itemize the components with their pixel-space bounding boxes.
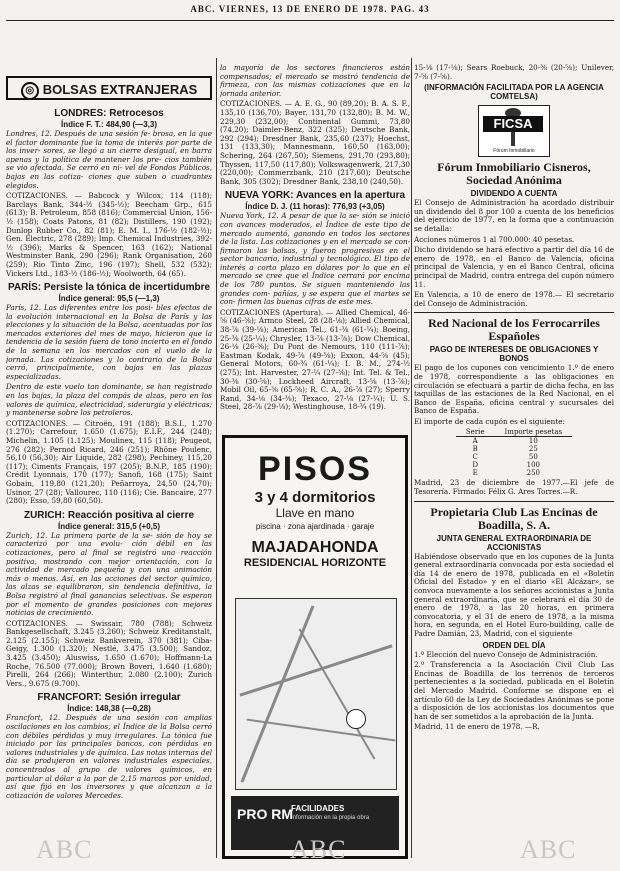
forum-title: Fórum Inmobiliario Cisneros, Sociedad Anónima: [437, 160, 591, 188]
paris-quotes: COTIZACIONES. — Citroën, 191 (188); B.S.I., 1.270 (1.270); Carrefour, 1.650 (1.675); E.I.F., 244 (248); Michelin, 1.105 (1.125); Moulinex, 115 (118); Peugeot, 276 (282); Pernod Ricard, 246 (251); Rhône Poulenc, 56,10 (56,30); Air Liquide, 282 (298); Pechiney, 115,20 (117); Ciments Français, 197 (205); B.N.P., 185 (190); Crédit Lyonnais, 170 (177); Sanofi, 168 (175); Saint Gobain, 119,80 (121,20); Peñarroya, 24,50 (24,70); Usinor, 27 (28); Vallourec, 110 (116); Cie. Bancaire, 277 (280); Esso, 59,80 (60,50).: [6, 418, 212, 506]
francfort-title: FRANCFORT: Sesión irregular: [37, 692, 181, 704]
ad-headline: PISOS: [258, 450, 372, 488]
map-marker-icon: [346, 709, 366, 729]
watermark: ABC: [520, 835, 577, 864]
ad-logo: PRO RM: [237, 806, 293, 822]
table-row: [456, 469, 572, 477]
map-road: [247, 719, 396, 742]
francfort-text: Francfort, 12. Después de una sesión con amplias oscilaciones en los cambios, el Índice de la Bolsa cerró con débiles pérdidas y muy irregulares. La tónica fue iniciado por las principales bancos, con pérdidas en valores industriales y de química. Las notas internas del día se produjeron en valores industriales especiales, concentrados al grupo de valores químicos, en particular al dólar a la par de 2,15 marcos por unidad, así que fijó en los inversores y que alcanzan a la cotización de valores Mercedes.: [6, 713, 212, 800]
zurich-block: [6, 510, 212, 689]
paris-block: [6, 282, 212, 506]
club-text-3: 2.º Transferencia a la Asociación Civil Club Las Encinas de Boadilla de los terrenos de terceros pertenecientes a la sociedad, publicada en el Boletín del Mercado Madrid. Conforme se dispone en el artículo 60 de la Ley de Sociedades Anónimas se pone a disposición de los accionistas los documentos que han de ser sometidos a la aprobación de la Junta.: [414, 660, 614, 721]
section-banner: [6, 76, 212, 100]
ad-amenities: piscina · zona ajardinada · garaje: [255, 522, 375, 531]
tree-trunk: [511, 132, 515, 146]
table-header: Serie: [456, 428, 495, 437]
francfort-quotes: COTIZACIONES. — A. E. G., 90 (89,20); B. A. S. F., 135,10 (136,70); Bayer, 131,70 (132,80); B. M. W., 229,30 (232,00); Continental Gummi, 73,80 (74,20); Daimler-Benz, 322 (325); Deutsche Bank, 292 (294); Dresdner Bank, 235,60 (237); Hoechst, 131 (133,30); Mannesmann, 160,50 (163,00); Schering, 264 (267,50); Siemens, 291,70 (293,80); Thyssen, 117,50 (117,80); Volkswagenwerk, 217,30 (220,00); Commerzbank, 210 (217,60); Deutsche Bank, 305 (302); Dresdner Bank, 238,10 (240,50).: [220, 99, 410, 186]
ny-quotes-continued: 15-⅛ (17-⅛); Sears Roebuck, 20-⅜ (20-⅝); Unilever, 7-⅝ (7-⅝).: [414, 64, 614, 81]
table-cell: 10: [528, 437, 538, 446]
club-title: Propietaria Club Las Encinas de Boadilla, S. A.: [430, 504, 598, 532]
londres-title: LONDRES: Retrocesos: [54, 108, 164, 119]
banner-text: BOLSAS EXTRANJERAS: [42, 82, 198, 97]
forum-notice: [414, 161, 614, 308]
londres-block: [6, 108, 212, 278]
table-row: [456, 437, 572, 446]
paris-text-2: Dentro de este vuelo tan dominante, se han registrado en las bajas, la plaza del compás de alzas, pero en los valores de química, electricidad, siderurgia y eléctricas; y mantenerse sobre los petroleros.: [6, 382, 212, 418]
watermark: ABC: [36, 835, 93, 864]
table-row: [456, 445, 572, 453]
zurich-text: Zurich, 12. La primera parte de la se- sión de hoy se caracterizó por una evolu- ción débil en las cotizaciones, pero al final se registró una reacción positiva, mostrando con mejor orientación, con la actividad de mercado pequeña y con una animación más o menos. Así, en las acciones del sector químico, las alzas se equilibraron, sin tendencia definitiva, la Bolsa registró al final ganancias selectivas. Se esperan por el momento de grandes posiciones con mejores noticias de crecimiento.: [6, 530, 212, 618]
renfe-text: El pago de los cupones con vencimiento 1.º de enero de 1978, correspondiente a las obligaciones en circulación se efectuará a partir de dicha fecha, en las taquillas de las estaciones de la Red Nacional, en el Banco de España, oficina central y sucursales del Banco de España.: [414, 363, 614, 416]
ad-town: MAJADAHONDA: [251, 539, 379, 556]
map-road: [241, 605, 315, 782]
ny-index: Índice D. J. (11 horas): 776,93 (+3,05): [245, 202, 385, 212]
table-cell: 100: [526, 461, 541, 470]
paris-index: Índice general: 95,5 (—1,3): [58, 294, 160, 304]
table-cell: B: [472, 445, 478, 454]
column-divider: [216, 58, 217, 858]
club-subtitle: JUNTA GENERAL EXTRAORDINARIA DE ACCIONISTAS: [436, 533, 592, 552]
header-rule: [6, 20, 614, 21]
forum-text: El Consejo de Administración ha acordado distribuir un dividendo del 8 por 100 a cuenta de los beneficios del ejercicio de 1977, en la forma que a continuación se detalla:: [414, 198, 614, 233]
map-road: [239, 644, 392, 696]
londres-text: Londres, 12. Después de una sesión fe- brosa, en la que el factor dominante fue la toma de interés por parte de los inver- sores, se llegó a un cierre desigual, en barra apenas y la política de mantener los pre- cios también se vio afectada. Se cerró en ni- vel de Fondos Públicos, bajas en las cotiza- ciones que suben o cuadrantes elegidos.: [6, 129, 212, 190]
forum-text-4: En Valencia, a 10 de enero de 1978.— El secretario del Consejo de Administración.: [414, 290, 614, 308]
forum-subtitle: DIVIDENDO A CUENTA: [470, 189, 558, 199]
forum-text-2: Acciones números 1 al 700.000: 40 pesetas.: [414, 234, 575, 244]
francfort-continued: la mayoría de los sectores financieros están compensados; el mercado se mostró tendencia de firmeza, con las mismas cotizaciones que en la jornada anterior.: [220, 64, 410, 98]
ny-block: [220, 190, 410, 412]
source-note: (INFORMACIÓN FACILITADA POR LA AGENCIA COMTELSA): [424, 83, 604, 102]
zurich-title: ZURICH: Reacción positiva al cierre: [23, 509, 195, 521]
page-header: ABC. VIERNES, 13 DE ENERO DE 1978. PAG. 43: [190, 4, 430, 14]
renfe-text-2: El importe de cada cupón es el siguiente:: [414, 416, 565, 426]
table-cell: D: [472, 461, 479, 470]
watermark: ABC: [290, 835, 347, 864]
club-orden: ORDEN DEL DÍA: [482, 640, 546, 650]
column-2: [220, 64, 410, 432]
coupon-table: [456, 428, 572, 477]
table-row: [456, 453, 572, 461]
table-cell: C: [472, 453, 478, 462]
ad-facilidades: FACILIDADES: [291, 804, 345, 813]
ny-title: NUEVA YORK: Avances en la apertura: [224, 190, 406, 202]
renfe-signature: Madrid, 23 de diciembre de 1977.—El jefe de Tesorería. Firmado: Félix G. Ares Torres.—R.: [414, 478, 614, 497]
map-road: [299, 629, 376, 760]
divider: [414, 312, 614, 313]
renfe-notice: [414, 317, 614, 496]
table-header: Importe pesetas: [495, 428, 573, 437]
table-cell: 50: [528, 453, 538, 462]
renfe-title: Red Nacional de los Ferrocarriles Españoles: [428, 316, 600, 344]
renfe-subtitle: PAGO DE INTERESES DE OBLIGACIONES Y BONOS: [429, 345, 599, 364]
londres-quotes: COTIZACIONES. — Babcock y Wilcox, 114 (118); Barclays Bank, 344-½ (345-½); Beecham Grp., 615 (613); B. Petroleum, 858 (816); Commercial Union, 156-½ (158); Coats Patons, 81 (82); Distillers, 190 (192); Dunlop Rubber Co., 82 (81); E. M. I., 176-½ (182-½); Gen. Electric, 278 (289); Imp. Chemical Industries, 392-½ (396); Marks & Spencer, 163 (162); National Westminster Bank, 290 (296); Rank Organisation, 260 (259); Rio Tinto Zinc, 196 (197); Shell, 532 (532); Vickers Ltd., 183-½ (186-½); Woolworth, 64 (65).: [6, 191, 212, 278]
table-cell: E: [472, 469, 478, 478]
forum-text-3: Dicho dividendo se hará efectivo a partir del día 16 de enero de 1978, en el Banco de Valencia, oficina principal de Valencia, y en el Banco Central, oficina principal de Madrid, contra entrega del cupón número 11.: [414, 245, 614, 289]
francfort-index: Índice: 148,38 (—0,28): [67, 704, 151, 714]
table-cell: 25: [528, 445, 538, 454]
column-3: [414, 64, 614, 859]
table-cell: A: [472, 437, 478, 446]
table-row: [456, 461, 572, 469]
londres-index: Índice F. T.: 484,90 (—3,3): [60, 120, 158, 129]
zurich-index: Índice general: 315,5 (+0,5): [57, 521, 161, 531]
paris-title: PARÍS: Persiste la tónica de incertidumbre: [7, 282, 211, 294]
zurich-quotes: COTIZACIONES. — Swissair, 780 (788); Schweiz Bankgesellschaft, 3.245 (3.260); Schweiz Kreditanstalt, 2.125 (2.155); Schweiz Bankverein, 370 (381); Ciba-Geigy, 1.300 (1.320); Nestlé, 3.475 (3.500); Sandoz, 3.425 (3.450); Aluswiss, 1.650 (1.670); Hoffmann-La Roche, 76.500 (77.000); Brown Boveri, 1.640 (1.680); Pirelli, 264 (266); Winterthur, 2.080 (2.100); Zurich Vers., 9.675 (9.700).: [6, 618, 212, 688]
ny-text: Nueva York, 12. A pesar de que la se- sión se inició con avances moderados, el Índice de este tipo de mercado aumentó, ganando en todos los sectores de la lista. Las cotizaciones y en el mercado se con- firmaron las bolsas, y fueron progresivas en el sector bancario, industrial y tecnológico. El tipo de interés a corto plazo en dólares por lo que en el mercado se cree que el Índice cerrará por encima de los 780 puntos. Se siguen manteniendo las grandes com- pañías, y se espera que el martes se con- firmen las buenas cifras de este mes.: [220, 211, 410, 307]
ad-residencial: RESIDENCIAL HORIZONTE: [243, 557, 387, 569]
club-notice: [414, 506, 614, 732]
location-map: [235, 598, 397, 790]
ad-rooms: 3 y 4 dormitorios: [254, 489, 376, 506]
club-signature: Madrid, 11 de enero de 1978. —R.: [414, 722, 540, 732]
ficsa-caption: Fórum Inmobiliario: [493, 148, 535, 155]
real-estate-ad: [222, 435, 408, 859]
divider: [414, 501, 614, 502]
ad-info: Información en la propia obra: [291, 815, 370, 821]
ficsa-logo: [478, 105, 550, 157]
club-text: Habiéndose observado que en los cupones de la Junta general extraordinaria convocada por esta sociedad el día 14 de enero de 1978, publicada en el «Boletín Oficial del Estado» y en el diario «El Alcázar», se convoca nuevamente a los señores accionistas a Junta general extraordinaria, que se celebrará el día 30 de enero de 1978, a las 20 horas, en primera convocatoria, y el 31 de enero de 1978, a la misma hora, en segunda, en el Hotel Euro-building, calle de Padre Damián, 23, Madrid, con el siguiente: [414, 551, 614, 638]
ficsa-logo-text: FICSA: [483, 116, 543, 132]
column-1: [6, 104, 212, 864]
ad-key: Llave en mano: [275, 506, 355, 520]
club-text-2: 1.º Elección del nuevo Consejo de Administración.: [414, 649, 598, 659]
globe-icon: ◎: [21, 82, 39, 100]
francfort-block: [6, 692, 212, 800]
table-cell: 250: [526, 469, 541, 478]
paris-text: París, 12. Las diferentes entre los posi- bles efectos de la evolución internacional en la Bolsa de París y las elecciones y la situación de la Bolsa, acentuadas por los mercados exteriores del mes de mayo, hicieron que la tendencia de la sesión fuera de tono incierto en el fondo de la semana en los mercados con el vuelo de la jornada. Las cotizaciones y lo contrario de la Bolsa cerró, principalmente, con bajas en las plazas especializadas.: [6, 303, 212, 381]
column-divider: [411, 58, 412, 858]
ny-quotes: COTIZACIONES (Apertura). — Allied Chemical, 46-⅝ (46-⅜); Armco Steel, 28 (28-⅛); Allied Chemical, 38-⅞ (39-⅛); American Tel., 61-⅜ (61-¼); Boeing, 25-⅜ (25-¼); Chrysler, 13-⅞ (13-⅞); Dow Chemical, 26-⅛ (26-⅜); Du Pont de Nemours, 110 (111-⅞); Eastman Kodak, 49-⅞ (49-⅝); Exxon, 44-⅝ (45); General Motors, 60-¾ (61-¼); I. B. M., 274-½ (275); Int. Harvester, 27-¼ (27-⅜); Int. Tel. & Tel., 30-⅜ (30-⅝); Lockheed Aircraft, 13-⅝ (13-⅞); Mobil Oil, 65-⅜ (65-⅝); R. C. A., 26-⅞ (27); Sperry Rand, 34-⅛ (34-⅜); Texaco, 27-⅛ (27-¼); U. S. Steel, 28-⅞ (29-⅛); Westinghouse, 18-¾ (19).: [220, 307, 410, 412]
